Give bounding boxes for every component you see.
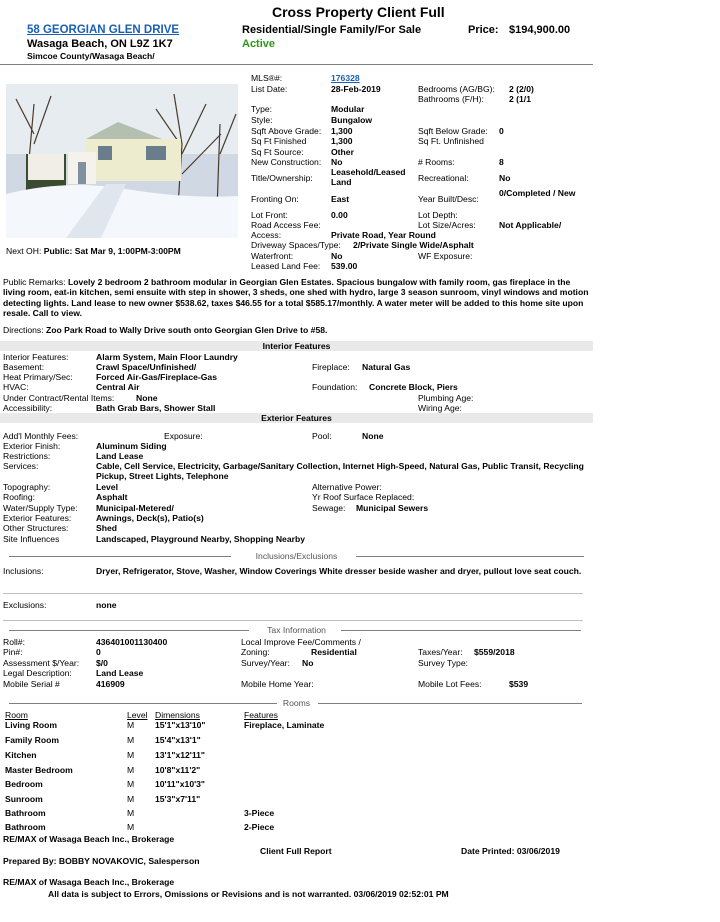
rooms-header-features: Features — [244, 710, 278, 720]
services-label: Services: — [3, 461, 39, 471]
address-area: Simcoe County/Wasaga Beach/ — [27, 51, 155, 61]
mls-link[interactable]: 176328 — [331, 73, 360, 83]
rental-items-label: Under Contract/Rental Items: — [3, 393, 115, 403]
pool-value: None — [362, 431, 384, 441]
room-level: M — [127, 765, 135, 775]
restrictions-value: Land Lease — [96, 451, 144, 461]
fronting-value: East — [331, 194, 350, 204]
room-name: Master Bedroom — [5, 765, 73, 775]
rooms-count-label: # Rooms: — [418, 157, 455, 167]
access-label: Access: — [251, 230, 282, 240]
rental-items-value: None — [136, 393, 158, 403]
room-name: Living Room — [5, 720, 58, 730]
driveway-value: 2/Private Single Wide/Asphalt — [353, 240, 474, 250]
exterior-features-value: Awnings, Deck(s), Patio(s) — [96, 513, 204, 523]
sqft-source-label: Sq Ft Source: — [251, 147, 304, 157]
status-badge: Active — [242, 38, 276, 50]
leased-fee-label: Leased Land Fee: — [251, 261, 321, 271]
mobile-lot-fees-label: Mobile Lot Fees: — [418, 679, 482, 689]
accessibility-value: Bath Grab Bars, Shower Stall — [96, 403, 216, 413]
recreational-value: No — [499, 173, 511, 183]
title-ownership-label: Title/Ownership: — [251, 173, 313, 183]
directions-label: Directions: — [3, 325, 44, 335]
sqft-unfinished-label: Sq Ft. Unfinished — [418, 136, 484, 146]
address-link[interactable]: 58 GEORGIAN GLEN DRIVE — [27, 24, 180, 36]
mobile-lot-fees-value: $539 — [509, 679, 529, 689]
room-name: Sunroom — [5, 794, 43, 804]
new-construction-value: No — [331, 157, 343, 167]
hvac-label: HVAC: — [3, 382, 29, 392]
taxes-year-label: Taxes/Year: — [418, 647, 463, 657]
price-value: $194,900.00 — [509, 24, 571, 36]
room-level: M — [127, 779, 135, 789]
room-name: Kitchen — [5, 750, 37, 760]
mobile-home-year-label: Mobile Home Year: — [241, 679, 314, 689]
fireplace-value: Natural Gas — [362, 362, 411, 372]
interior-features-label: Interior Features: — [3, 352, 69, 362]
water-supply-label: Water/Supply Type: — [3, 503, 78, 513]
room-name: Bedroom — [5, 779, 43, 789]
listing-type: Residential/Single Family/For Sale — [242, 24, 422, 36]
room-dimensions: 10'8"x11'2" — [155, 765, 201, 775]
zoning-value: Residential — [311, 647, 357, 657]
exterior-section-header — [0, 413, 593, 423]
driveway-label: Driveway Spaces/Type: — [251, 240, 341, 250]
year-built-value: 0/Completed / New — [499, 188, 576, 198]
topography-value: Level — [96, 482, 118, 492]
title-ownership-value: Leasehold/Leased Land — [331, 167, 406, 188]
room-name: Bathroom — [5, 808, 46, 818]
pin-value: 0 — [96, 647, 101, 657]
type-label: Type: — [251, 104, 273, 114]
site-influences-label: Site Influences — [3, 534, 60, 544]
footer-prepared-by: Prepared By: BOBBY NOVAKOVIC, Salesperson — [3, 856, 200, 866]
address-city: Wasaga Beach, ON L9Z 1K7 — [27, 38, 173, 50]
room-level: M — [127, 808, 135, 818]
lot-front-value: 0.00 — [331, 210, 348, 220]
exclusions-value: none — [96, 600, 117, 610]
next-oh-value: Public: Sat Mar 9, 1:00PM-3:00PM — [43, 246, 181, 256]
assessment-label: Assessment $/Year: — [3, 658, 80, 668]
fireplace-label: Fireplace: — [312, 362, 350, 372]
rooms-rule-right — [318, 703, 582, 704]
tax-title: Tax Information — [267, 625, 326, 635]
room-name: Family Room — [5, 735, 59, 745]
inclusions-label: Inclusions: — [3, 566, 44, 576]
remarks-text: Lovely 2 bedroom 2 bathroom modular in Georgian Glen Estates. Spacious bungalow with family room, gas fireplace in the living room, eat-in kitchen, semi ensuite with step in shower, 3 sheds, one shed with hydro, large 3 season sunroom, vinyl windows and motion detecting lights. Land lease to new owner $538.62, taxes $46.55 for a total $585.17/monthly. A water meter will be added to this home site upon resale. Call to view. — [3, 277, 589, 318]
exclusions-label: Exclusions: — [3, 600, 47, 610]
footer-brokerage-2: RE/MAX of Wasaga Beach Inc., Brokerage — [3, 877, 175, 887]
inclusions-value: Dryer, Refrigerator, Stove, Washer, Window Coverings White dresser beside washer and dryer, pullout love seat couch. — [96, 566, 582, 576]
roofing-value: Asphalt — [96, 492, 128, 502]
exclusions-divider — [3, 620, 583, 621]
sqft-source-value: Other — [331, 147, 354, 157]
monthly-fees-label: Add'l Monthly Fees: — [3, 431, 79, 441]
sewage-value: Municipal Sewers — [356, 503, 429, 513]
style-label: Style: — [251, 115, 273, 125]
mobile-serial-value: 416909 — [96, 679, 125, 689]
inclusions-title: Inclusions/Exclusions — [255, 551, 338, 561]
year-built-label: Year Built/Desc: — [418, 194, 479, 204]
report-title: Cross Property Client Full — [272, 4, 445, 20]
rooms-count-value: 8 — [499, 157, 504, 167]
room-name: Bathroom — [5, 822, 46, 832]
services-value: Cable, Cell Service, Electricity, Garbage/Sanitary Collection, Internet High-Speed, Natural Gas, Public Transit, Recycling Pickup, Street Lights, Telephone — [96, 461, 584, 482]
mls-label: MLS®#: — [251, 73, 283, 83]
room-features: 3-Piece — [244, 808, 275, 818]
exterior-title: Exterior Features — [261, 413, 332, 423]
fronting-label: Fronting On: — [251, 194, 299, 204]
room-dimensions: 15'3"x7'11" — [155, 794, 201, 804]
waterfront-label: Waterfront: — [251, 251, 294, 261]
footer-report-name: Client Full Report — [260, 846, 332, 856]
roofing-label: Roofing: — [3, 492, 36, 502]
roof-replaced-label: Yr Roof Surface Replaced: — [312, 492, 415, 502]
interior-title: Interior Features — [262, 341, 331, 351]
room-features: 2-Piece — [244, 822, 275, 832]
remarks-label: Public Remarks: — [3, 277, 66, 287]
new-construction-label: New Construction: — [251, 157, 322, 167]
survey-type-label: Survey Type: — [418, 658, 468, 668]
foundation-label: Foundation: — [312, 382, 358, 392]
next-oh-label: Next OH: — [6, 246, 42, 256]
inclusions-divider — [3, 593, 583, 594]
bathrooms-value: 2 (1/1 — [509, 94, 531, 104]
sqft-above-value: 1,300 — [331, 126, 353, 136]
road-access-label: Road Access Fee: — [251, 220, 321, 230]
sewage-label: Sewage: — [312, 503, 346, 513]
other-structures-value: Shed — [96, 523, 118, 533]
sqft-below-value: 0 — [499, 126, 504, 136]
tax-rule-right — [341, 630, 581, 631]
room-dimensions: 13'1"x12'11" — [155, 750, 205, 760]
assessment-value: $/0 — [96, 658, 108, 668]
exposure-label: Exposure: — [164, 431, 203, 441]
list-date-label: List Date: — [251, 84, 288, 94]
rooms-header-level: Level — [127, 710, 148, 720]
lot-size-value: Not Applicable/ — [499, 220, 562, 230]
sqft-finished-value: 1,300 — [331, 136, 353, 146]
header-divider — [0, 64, 593, 65]
access-value: Private Road, Year Round — [331, 230, 436, 240]
mobile-serial-label: Mobile Serial # — [3, 679, 60, 689]
bathrooms-label: Bathrooms (F/H): — [418, 94, 484, 104]
footer-date-printed: Date Printed: 03/06/2019 — [461, 846, 560, 856]
roll-label: Roll#: — [3, 637, 25, 647]
exterior-features-label: Exterior Features: — [3, 513, 72, 523]
survey-year-label: Survey/Year: — [241, 658, 290, 668]
room-dimensions: 15'4"x13'1" — [155, 735, 201, 745]
roll-value: 436401001130400 — [96, 637, 168, 647]
taxes-year-value: $559/2018 — [474, 647, 515, 657]
room-level: M — [127, 794, 135, 804]
type-value: Modular — [331, 104, 365, 114]
basement-value: Crawl Space/Unfinished/ — [96, 362, 197, 372]
rooms-title: Rooms — [282, 698, 311, 708]
interior-section-header — [0, 341, 593, 351]
legal-desc-label: Legal Description: — [3, 668, 72, 678]
hvac-value: Central Air — [96, 382, 140, 392]
list-date-value: 28-Feb-2019 — [331, 84, 381, 94]
restrictions-label: Restrictions: — [3, 451, 51, 461]
water-supply-value: Municipal-Metered/ — [96, 503, 174, 513]
sqft-below-label: Sqft Below Grade: — [418, 126, 488, 136]
bedrooms-label: Bedrooms (AG/BG): — [418, 84, 495, 94]
room-level: M — [127, 750, 135, 760]
heat-value: Forced Air-Gas/Fireplace-Gas — [96, 372, 217, 382]
footer-brokerage: RE/MAX of Wasaga Beach Inc., Brokerage — [3, 834, 175, 844]
bedrooms-value: 2 (2/0) — [509, 84, 534, 94]
survey-year-value: No — [302, 658, 314, 668]
lot-depth-label: Lot Depth: — [418, 210, 458, 220]
room-features: Fireplace, Laminate — [244, 720, 325, 730]
style-value: Bungalow — [331, 115, 373, 125]
room-level: M — [127, 720, 135, 730]
zoning-label: Zoning: — [241, 647, 270, 657]
leased-fee-value: 539.00 — [331, 261, 358, 271]
local-improve-label: Local Improve Fee/Comments / — [241, 637, 361, 647]
footer-disclaimer: All data is subject to Errors, Omissions or Revisions and is not warranted. 03/06/2019 02:52:01 PM — [48, 889, 449, 899]
inclusions-rule-right — [356, 556, 584, 557]
other-structures-label: Other Structures: — [3, 523, 69, 533]
legal-desc-value: Land Lease — [96, 668, 144, 678]
sqft-above-label: Sqft Above Grade: — [251, 126, 322, 136]
basement-label: Basement: — [3, 362, 45, 372]
pin-label: Pin#: — [3, 647, 23, 657]
wiring-age-label: Wiring Age: — [418, 403, 462, 413]
lot-front-label: Lot Front: — [251, 210, 288, 220]
heat-label: Heat Primary/Sec: — [3, 372, 73, 382]
alt-power-label: Alternative Power: — [312, 482, 382, 492]
foundation-value: Concrete Block, Piers — [369, 382, 458, 392]
room-dimensions: 10'11"x10'3" — [155, 779, 205, 789]
price-label: Price: — [468, 24, 499, 36]
lot-size-label: Lot Size/Acres: — [418, 220, 476, 230]
exterior-finish-label: Exterior Finish: — [3, 441, 61, 451]
exterior-finish-value: Aluminum Siding — [96, 441, 167, 451]
directions-text: Zoo Park Road to Wally Drive south onto Georgian Glen Drive to #58. — [45, 325, 328, 335]
public-remarks — [3, 277, 591, 318]
rooms-header-dimensions: Dimensions — [155, 710, 200, 720]
topography-label: Topography: — [3, 482, 51, 492]
next-open-house — [6, 246, 181, 256]
plumbing-age-label: Plumbing Age: — [418, 393, 474, 403]
room-level: M — [127, 822, 135, 832]
sqft-finished-label: Sq Ft Finished — [251, 136, 307, 146]
room-level: M — [127, 735, 135, 745]
recreational-label: Recreational: — [418, 173, 469, 183]
room-dimensions: 15'1"x13'10" — [155, 720, 206, 730]
rooms-header-room: Room — [5, 710, 28, 720]
pool-label: Pool: — [312, 431, 332, 441]
wf-exposure-label: WF Exposure: — [418, 251, 473, 261]
directions — [3, 325, 327, 335]
waterfront-value: No — [331, 251, 343, 261]
interior-features-value: Alarm System, Main Floor Laundry — [96, 352, 238, 362]
property-photo[interactable] — [6, 84, 238, 238]
accessibility-label: Accessibility: — [3, 403, 53, 413]
site-influences-value: Landscaped, Playground Nearby, Shopping Nearby — [96, 534, 305, 544]
